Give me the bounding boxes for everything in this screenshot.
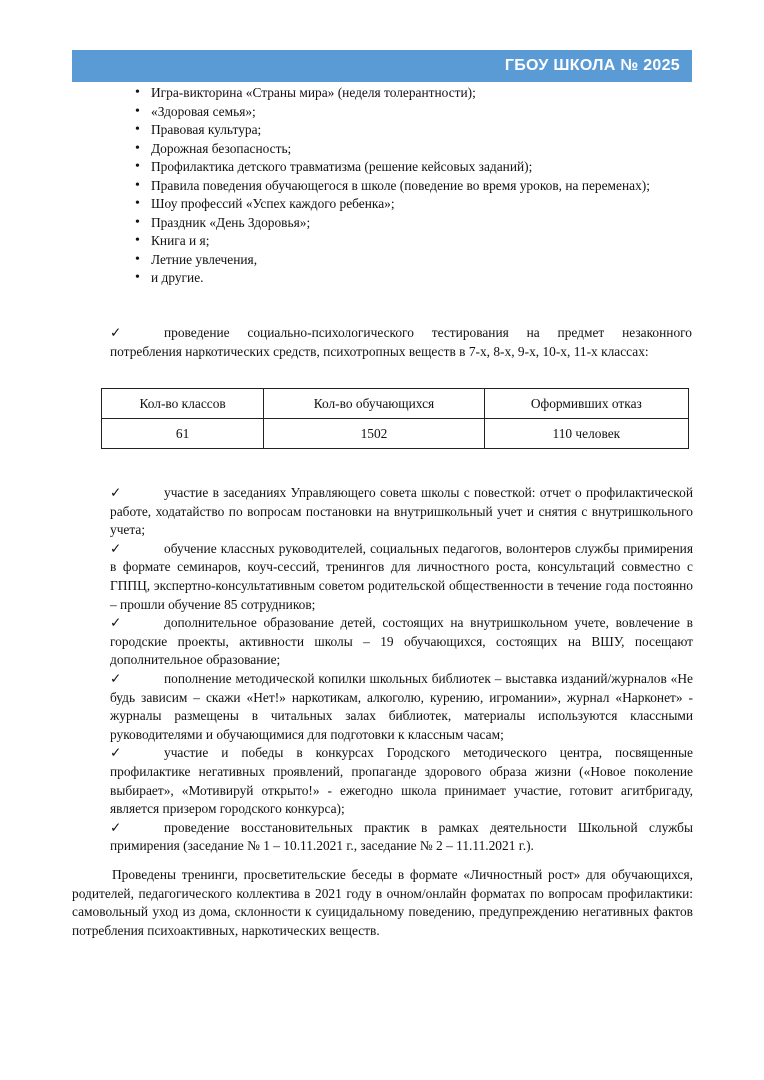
table-header-cell: Кол-во обучающихся (264, 389, 485, 419)
header-title: ГБОУ ШКОЛА № 2025 (504, 57, 680, 74)
header-bar (72, 50, 692, 82)
activity-text: пополнение методической копилки школьных библиотек – выставка изданий/журналов «Не будь зависим – скажи «Нет!» наркотикам, алкоголю, курению, игромании», журнал «Нарконет» - журналы размещены в читальных залах библиотек, материалы используются классными руководителями и обучающимися для подготовки к классным часам; (110, 670, 693, 742)
list-item (110, 540, 693, 614)
list-item: • Профилактика детского травматизма (решение кейсовых заданий); (135, 158, 695, 177)
check-icon: ✓ (110, 819, 122, 835)
list-item (110, 744, 693, 818)
list-item (110, 484, 693, 540)
table-row (102, 419, 689, 449)
list-item (110, 670, 693, 744)
activity-text: участие и победы в конкурсах Городского методического центра, посвященные профилактике негативных проявлений, пропаганде здорового образа жизни («Новое поколение выбирает», «Мотивируй открыто!» - ежегодно школа принимает участие, готовит агитбригаду, является призером городского конкурса); (110, 745, 693, 817)
final-paragraph: Проведены тренинги, просветительские беседы в формате «Личностный рост» для обучающихся, родителей, педагогического коллектива в 2021 году в очном/онлайн форматах по вопросам профилактики: самовольный уход из дома, склонности к суицидальному поведению, предупреждению негативных фактов потребления психоактивных, наркотических веществ. (72, 867, 693, 938)
activity-text: дополнительное образование детей, состоящих на внутришкольном учете, вовлечение в городские проекты, активности школы – 19 обучающихся, состоящих на ВШУ, посещают дополнительное образование; (110, 615, 693, 668)
list-item: • «Здоровая семья»; (135, 103, 695, 122)
check-icon: ✓ (110, 745, 122, 761)
check-icon: ✓ (110, 325, 122, 340)
list-item: • Книга и я; (135, 232, 695, 251)
list-item: • Правовая культура; (135, 121, 695, 140)
testing-table (101, 388, 689, 449)
list-item: • и другие. (135, 269, 695, 288)
check-icon: ✓ (110, 485, 122, 500)
table-header-cell: Оформивших отказ (484, 389, 688, 419)
list-item: • Дорожная безопасность; (135, 140, 695, 159)
table-header-cell: Кол-во классов (102, 389, 264, 419)
activity-text: проведение восстановительных практик в рамках деятельности Школьной службы примирения (заседание № 1 – 10.11.2021 г., заседание № 2 – 11.11.2021 г.). (110, 819, 693, 854)
check-icon: ✓ (110, 670, 122, 686)
testing-text: проведение социально-психологического тестирования на предмет незаконного потребления наркотических средств, психотропных веществ в 7-х, 8-х, 9-х, 10-х, 11-х классах: (110, 325, 692, 359)
activities-list (110, 484, 693, 856)
events-list (135, 84, 695, 288)
check-icon: ✓ (110, 540, 122, 556)
list-item: • Шоу профессий «Успех каждого ребенка»; (135, 195, 695, 214)
activity-text: участие в заседаниях Управляющего совета школы с повесткой: отчет о профилактической работе, ходатайство по вопросам постановки на внутришкольный учет и снятия с внутришкольного учета; (110, 485, 693, 538)
list-item (110, 614, 693, 670)
table-cell: 1502 (264, 419, 485, 449)
testing-paragraph (110, 324, 692, 361)
list-item: • Игра-викторина «Страны мира» (неделя толерантности); (135, 84, 695, 103)
activity-text: обучение классных руководителей, социальных педагогов, волонтеров службы примирения в формате семинаров, коуч-сессий, тренингов для личностного роста, консультаций совместно с ГППЦ, экспертно-консультативным советом родительской общественности в течение года постоянно – прошли обучение 85 сотрудников; (110, 540, 693, 612)
list-item (110, 819, 693, 856)
list-item: • Летние увлечения, (135, 251, 695, 270)
table-header-row (102, 389, 689, 419)
table-cell: 110 человек (484, 419, 688, 449)
table-cell: 61 (102, 419, 264, 449)
list-item: • Правила поведения обучающегося в школе (поведение во время уроков, на переменах); (135, 177, 695, 196)
check-icon: ✓ (110, 615, 122, 631)
list-item: • Праздник «День Здоровья»; (135, 214, 695, 233)
